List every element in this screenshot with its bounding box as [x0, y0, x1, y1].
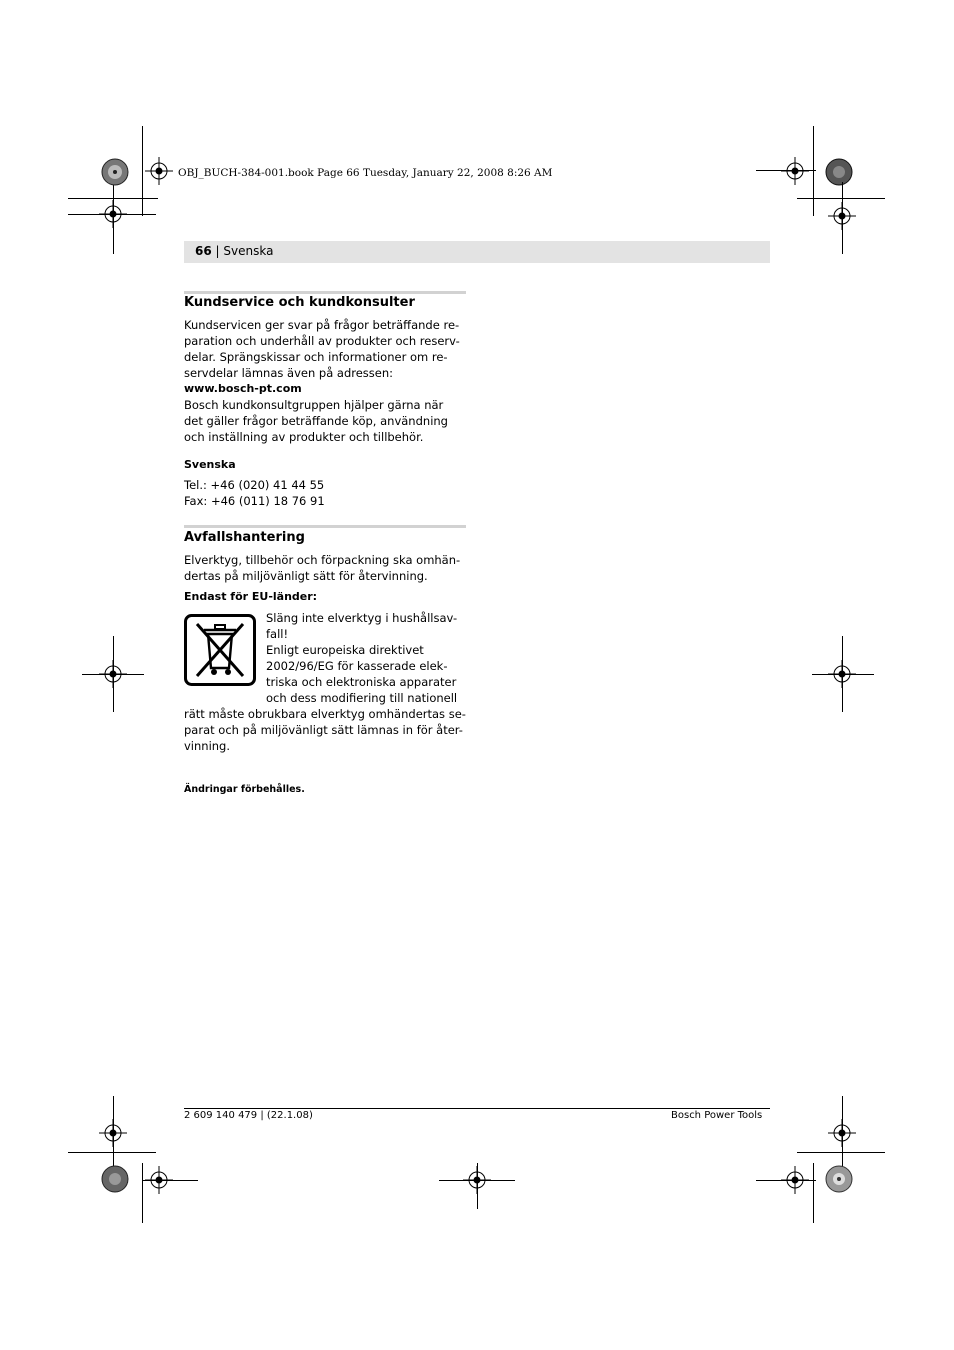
registration-mark-icon	[145, 157, 173, 185]
color-wheel-icon	[825, 1165, 853, 1193]
color-wheel-icon	[101, 1165, 129, 1193]
section-title-avfall: Avfallshantering	[184, 530, 305, 545]
page-number: 66	[195, 244, 212, 258]
text-line: rätt måste obrukbara elverktyg omhändertas se-	[184, 707, 466, 721]
registration-mark-icon	[828, 202, 856, 230]
color-wheel-icon	[101, 158, 129, 186]
paragraph	[184, 706, 466, 754]
fax-number: Fax: +46 (011) 18 76 91	[184, 494, 325, 508]
crossed-out-wheeled-bin-icon	[184, 614, 256, 686]
registration-mark-icon	[781, 1166, 809, 1194]
text-line: Släng inte elverktyg i hushållsav-	[266, 611, 458, 625]
text-line: och inställning av produkter och tillbehör.	[184, 430, 424, 444]
text-line: fall!	[266, 627, 289, 641]
footer-rule	[184, 1108, 770, 1109]
footer-brand: Bosch Power Tools	[671, 1110, 763, 1121]
changes-note: Ändringar förbehålles.	[184, 784, 305, 795]
registration-mark-icon	[99, 660, 127, 688]
website-link[interactable]: www.bosch-pt.com	[184, 382, 302, 395]
text-line: det gäller frågor beträffande köp, användning	[184, 414, 448, 428]
registration-mark-icon	[99, 1119, 127, 1147]
registration-mark-icon	[145, 1166, 173, 1194]
text-line: och dess modifiering till nationell	[266, 691, 458, 705]
text-line: 2002/96/EG för kasserade elek-	[266, 659, 448, 673]
country-heading: Svenska	[184, 458, 236, 471]
section-rule	[184, 291, 466, 294]
icon-side-text	[266, 610, 457, 706]
section-rule	[184, 525, 466, 528]
text-line: Enligt europeiska direktivet	[266, 643, 424, 657]
text-line: delar. Sprängskissar och informationer om re-	[184, 350, 448, 364]
registration-mark-icon	[828, 660, 856, 688]
text-line: vinning.	[184, 739, 231, 753]
text-line: Bosch kundkonsultgruppen hjälper gärna när	[184, 398, 444, 412]
text-line: Kundservicen ger svar på frågor beträffande re-	[184, 318, 460, 332]
color-wheel-icon	[825, 158, 853, 186]
header-separator: |	[211, 244, 224, 258]
text-line: Elverktyg, tillbehör och förpackning ska omhän-	[184, 553, 461, 567]
section-title-kundservice: Kundservice och kundkonsulter	[184, 295, 415, 310]
text-line: paration och underhåll av produkter och reserv-	[184, 334, 460, 348]
text-line: dertas på miljövänligt sätt för återvinning.	[184, 569, 428, 583]
contact-info	[184, 477, 325, 509]
eu-subheading: Endast för EU-länder:	[184, 590, 318, 603]
text-line: triska och elektroniska apparater	[266, 675, 457, 689]
text-line: servdelar lämnas även på adressen:	[184, 366, 394, 380]
header-language: Svenska	[223, 244, 274, 258]
paragraph	[184, 317, 460, 445]
text-line: parat och på miljövänligt sätt lämnas in för åter-	[184, 723, 463, 737]
registration-mark-icon	[781, 157, 809, 185]
phone-number: Tel.: +46 (020) 41 44 55	[184, 478, 325, 492]
page-header	[184, 241, 770, 263]
print-info: OBJ_BUCH-384-001.book Page 66 Tuesday, January 22, 2008 8:26 AM	[178, 167, 553, 179]
paragraph	[184, 552, 460, 584]
registration-mark-icon	[463, 1166, 491, 1194]
footer-doc-number: 2 609 140 479 | (22.1.08)	[184, 1110, 313, 1121]
registration-mark-icon	[828, 1119, 856, 1147]
